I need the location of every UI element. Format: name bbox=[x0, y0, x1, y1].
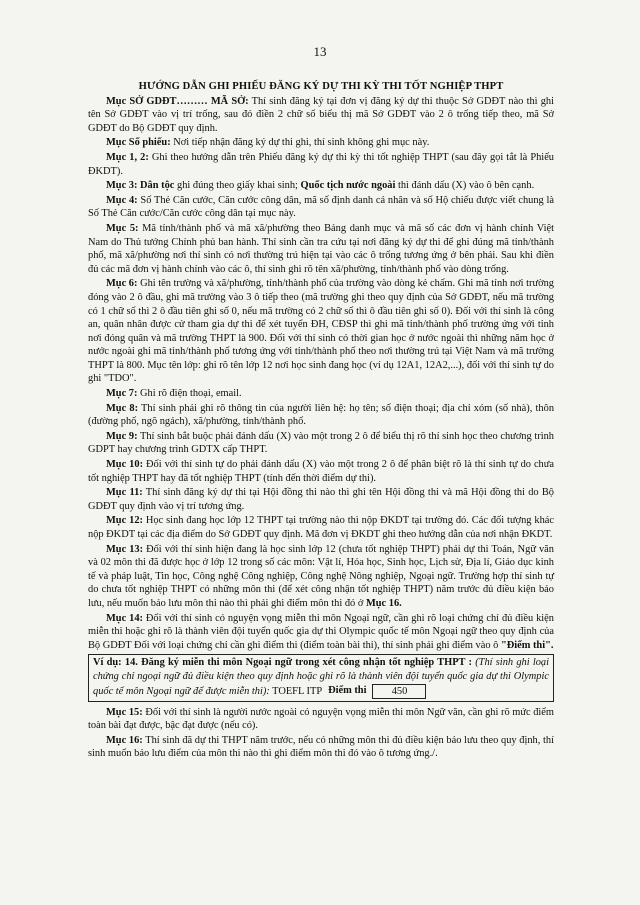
section-muc-12 bbox=[88, 514, 554, 541]
example-box bbox=[88, 654, 554, 701]
section-text: ghi đúng theo giấy khai sinh; bbox=[174, 180, 301, 192]
section-label: Mục 9: bbox=[106, 430, 138, 442]
section-text: Mã tỉnh/thành phố và mã xã/phường theo Bảng danh mục và mã số các đơn vị hành chính Việt Nam do Thủ tướng Chính phủ ban hành. Thí sinh cần tra cứu tại nơi đăng ký dự thi để ghi đúng mã tỉnh/thành phố, mã xã/phường nơi thí sinh có nơi thường trú hiện tại vào các ô trống tương ứng ở bên phải. Sau khi điền đủ các mã đơn vị hành chính vào các ô, thí sinh ghi rõ tên xã/phường, tỉnh/thành phố vào dòng trống. bbox=[88, 222, 555, 275]
example-instruction: (Thí sinh ghi loại chứng chỉ ngoại ngữ đủ điều kiện theo quy định hoặc ghi rõ là thành viên đội tuyển quốc gia dự thi Olympic quốc tế môn Ngoại ngữ để được miễn thi): bbox=[93, 657, 549, 697]
section-text: Thí sinh phải ghi rõ thông tin của người liên hệ: họ tên; số điện thoại; địa chỉ xóm (số nhà), thôn (đường phố, ngõ ngách), xã/phường, tỉnh/thành phố. bbox=[88, 402, 555, 428]
section-label: Mục 5: bbox=[106, 222, 139, 234]
section-text: Đối với thí sinh hiện đang là học sinh lớp 12 (chưa tốt nghiệp THPT) phải dự thi Toán, Ngữ văn và 02 môn thi đã được học ở lớp 12 trong số các môn: Vật lí, Hóa học, Sinh học, Lịch sử, Địa lí, Giáo dục kinh tế và pháp luật, Tin học, Công nghệ Công nghiệp, Công nghệ Nông nghiệp, Ngoại ngữ. Trường hợp thí sinh tự do chưa tốt nghiệp THPT có những môn thi (để xét công nhận tốt nghiệp THPT) năm trước đủ điều kiện bảo lưu, nếu muốn bảo lưu môn thi nào thì phải ghi điểm môn thi đó ở bbox=[88, 543, 554, 609]
section-text: Số Thẻ Căn cước, Căn cước công dân, mã số định danh cá nhân và số Hộ chiếu được viết chung là Số Thẻ Căn cước/Căn cước công dân tại mục này. bbox=[88, 194, 554, 220]
section-so-gddt bbox=[88, 95, 554, 136]
section-muc-7 bbox=[88, 387, 554, 401]
section-label: Mục 14: bbox=[106, 612, 143, 624]
section-muc-14 bbox=[88, 612, 554, 653]
section-muc-5 bbox=[88, 222, 554, 276]
section-muc-4 bbox=[88, 194, 554, 221]
section-bold-ref: Mục 16. bbox=[365, 597, 402, 609]
section-text: Nơi tiếp nhận đăng ký dự thi ghi, thí sinh không ghi mục này. bbox=[170, 137, 430, 149]
section-text: Ghi tên trường và xã/phường, tỉnh/thành phố của trường vào dòng kẻ chấm. Ghi mã tỉnh nơi trường đóng vào 2 ô đầu, ghi mã trường vào 3 ô tiếp theo (mã trường ghi theo quy định của Sở GDĐT, nếu mã trường có 1 chữ số thì 2 ô đầu tiên ghi số 0, nếu mã trường có 2 chữ số thì ô đầu tiên ghi số 0). Đối với thí sinh là công an, quân nhân được cử tham gia dự thi để xét tuyển ĐH, CĐSP thì ghi mã tỉnh/thành phố trường ứng với tỉnh nơi đóng quân và mã trường THPT là 900. Đối với thí sinh có thời gian học ở nước ngoài thì những năm học ở nước ngoài ghi mã tỉnh/thành phố tương ứng với tỉnh/thành phố theo nơi thường trú tại Việt Nam và mã trường THPT là 800. Mục tên lớp: ghi rõ tên lớp 12 nơi học sinh đang học (ví dụ 12A1, 12A2,...), đối với thí sinh tự do ghi "TDO". bbox=[88, 278, 555, 385]
section-text: Đối với thí sinh tự do phải đánh dấu (X) vào một trong 2 ô để phân biệt rõ là thí sinh tự do chưa tốt nghiệp THPT hay đã tốt nghiệp THPT (tính đến thời điểm dự thi). bbox=[88, 459, 554, 484]
section-label: Mục 15: bbox=[106, 706, 143, 718]
example-value: TOEFL ITP bbox=[269, 685, 323, 697]
section-label: Mục 10: bbox=[106, 459, 144, 471]
section-text: Ghi theo hướng dẫn trên Phiếu đăng ký dự thi kỳ thi tốt nghiệp THPT (sau đây gọi tắt là Phiếu ĐKDT). bbox=[88, 151, 554, 177]
section-text: Thí sinh đăng ký tại đơn vị đăng ký dự thi thuộc Sở GDĐT nào thì ghi tên Sở GDĐT vào vị trí trống, sau đó điền 2 chữ số biểu thị mã Sở GDĐT vào 2 ô trống tiếp theo, mã Sở GDĐT do Bộ GDĐT quy định. bbox=[88, 95, 554, 134]
section-muc-1-2 bbox=[88, 151, 554, 178]
section-label: Mục 7: bbox=[106, 388, 138, 400]
section-text: thì đánh dấu (X) vào ô bên cạnh. bbox=[395, 180, 535, 192]
section-muc-6 bbox=[88, 277, 554, 386]
section-bold-ref: "Điểm thi". bbox=[500, 639, 554, 651]
section-label: Mục 16: bbox=[106, 734, 143, 746]
page-number: 13 bbox=[313, 44, 327, 59]
section-muc-11 bbox=[88, 486, 554, 513]
section-text: Thí sinh đã dự thi THPT năm trước, nếu có những môn thi đủ điều kiện bảo lưu theo quy định, thí sinh muốn bảo lưu điểm của môn thi nào thì ghi điểm môn thi đó vào ô tương ứng./. bbox=[88, 734, 554, 760]
section-label: Mục 11: bbox=[106, 487, 143, 499]
section-text: Thí sinh đăng ký dự thi tại Hội đồng thi nào thì ghi tên Hội đồng thi và mã Hội đồng thi do Bộ GDĐT quy định vào vị trí tương ứng. bbox=[88, 487, 554, 512]
section-muc-10 bbox=[88, 458, 554, 485]
section-muc-13 bbox=[88, 543, 554, 611]
section-muc-16 bbox=[88, 734, 554, 761]
section-label: Mục SỞ GDĐT……… MÃ SỞ: bbox=[106, 95, 249, 107]
section-label: Mục 3: Dân tộc bbox=[106, 180, 175, 192]
score-box: 450 bbox=[372, 684, 426, 699]
section-label: Mục 1, 2: bbox=[106, 151, 149, 163]
document-title: HƯỚNG DẪN GHI PHIẾU ĐĂNG KÝ DỰ THI KỲ THI TỐT NGHIỆP THPT bbox=[138, 81, 504, 92]
document-body bbox=[88, 80, 554, 762]
section-text: Ghi rõ điện thoại, email. bbox=[137, 388, 242, 400]
section-text: Đối với thí sinh có nguyện vọng miễn thi môn Ngoại ngữ, cần ghi rõ loại chứng chỉ đủ điều kiện miễn thi hoặc ghi rõ là thành viên đội tuyển quốc gia dự thi Olympic quốc tế môn Ngoại ngữ theo quy định của Bộ GDĐT Đối với loại chứng chỉ cần ghi điểm thi (điểm toàn bài thi), thí sinh phải ghi điểm vào ô bbox=[88, 612, 554, 651]
section-bold-term: Quốc tịch nước ngoài bbox=[300, 180, 396, 192]
section-text: Học sinh đang học lớp 12 THPT tại trường nào thì nộp ĐKDT tại trường đó. Các đối tượng khác nộp ĐKDT tại các địa điểm do Sở GDĐT quy định. Mã đơn vị ĐKDT ghi theo hướng dẫn của nơi nhận ĐKDT. bbox=[88, 515, 554, 540]
section-label: Mục 12: bbox=[106, 515, 143, 527]
section-label: Mục 8: bbox=[106, 402, 139, 414]
section-label: Mục 4: bbox=[106, 194, 138, 206]
section-muc-9 bbox=[88, 430, 554, 457]
section-muc-8 bbox=[88, 402, 554, 429]
section-text: Thí sinh bắt buộc phải đánh dấu (X) vào một trong 2 ô để biểu thị rõ thí sinh học theo chương trình GDPT hay chương trình GDTX cấp THPT. bbox=[88, 430, 554, 456]
section-label: Mục Số phiếu: bbox=[106, 137, 171, 149]
section-text: Đối với thí sinh là người nước ngoài có nguyện vọng miễn thi môn Ngữ văn, cần ghi rõ mức điểm toàn bài đạt được, bậc đạt được (nếu có). bbox=[88, 706, 554, 732]
section-muc-3 bbox=[88, 179, 554, 193]
section-so-phieu bbox=[88, 136, 554, 150]
section-label: Mục 13: bbox=[106, 543, 144, 555]
section-label: Mục 6: bbox=[106, 278, 138, 290]
example-heading: Ví dụ: 14. Đăng ký miễn thi môn Ngoại ngữ trong xét công nhận tốt nghiệp THPT : bbox=[93, 657, 472, 669]
score-label: Điểm thi bbox=[328, 685, 367, 697]
section-muc-15 bbox=[88, 706, 554, 733]
